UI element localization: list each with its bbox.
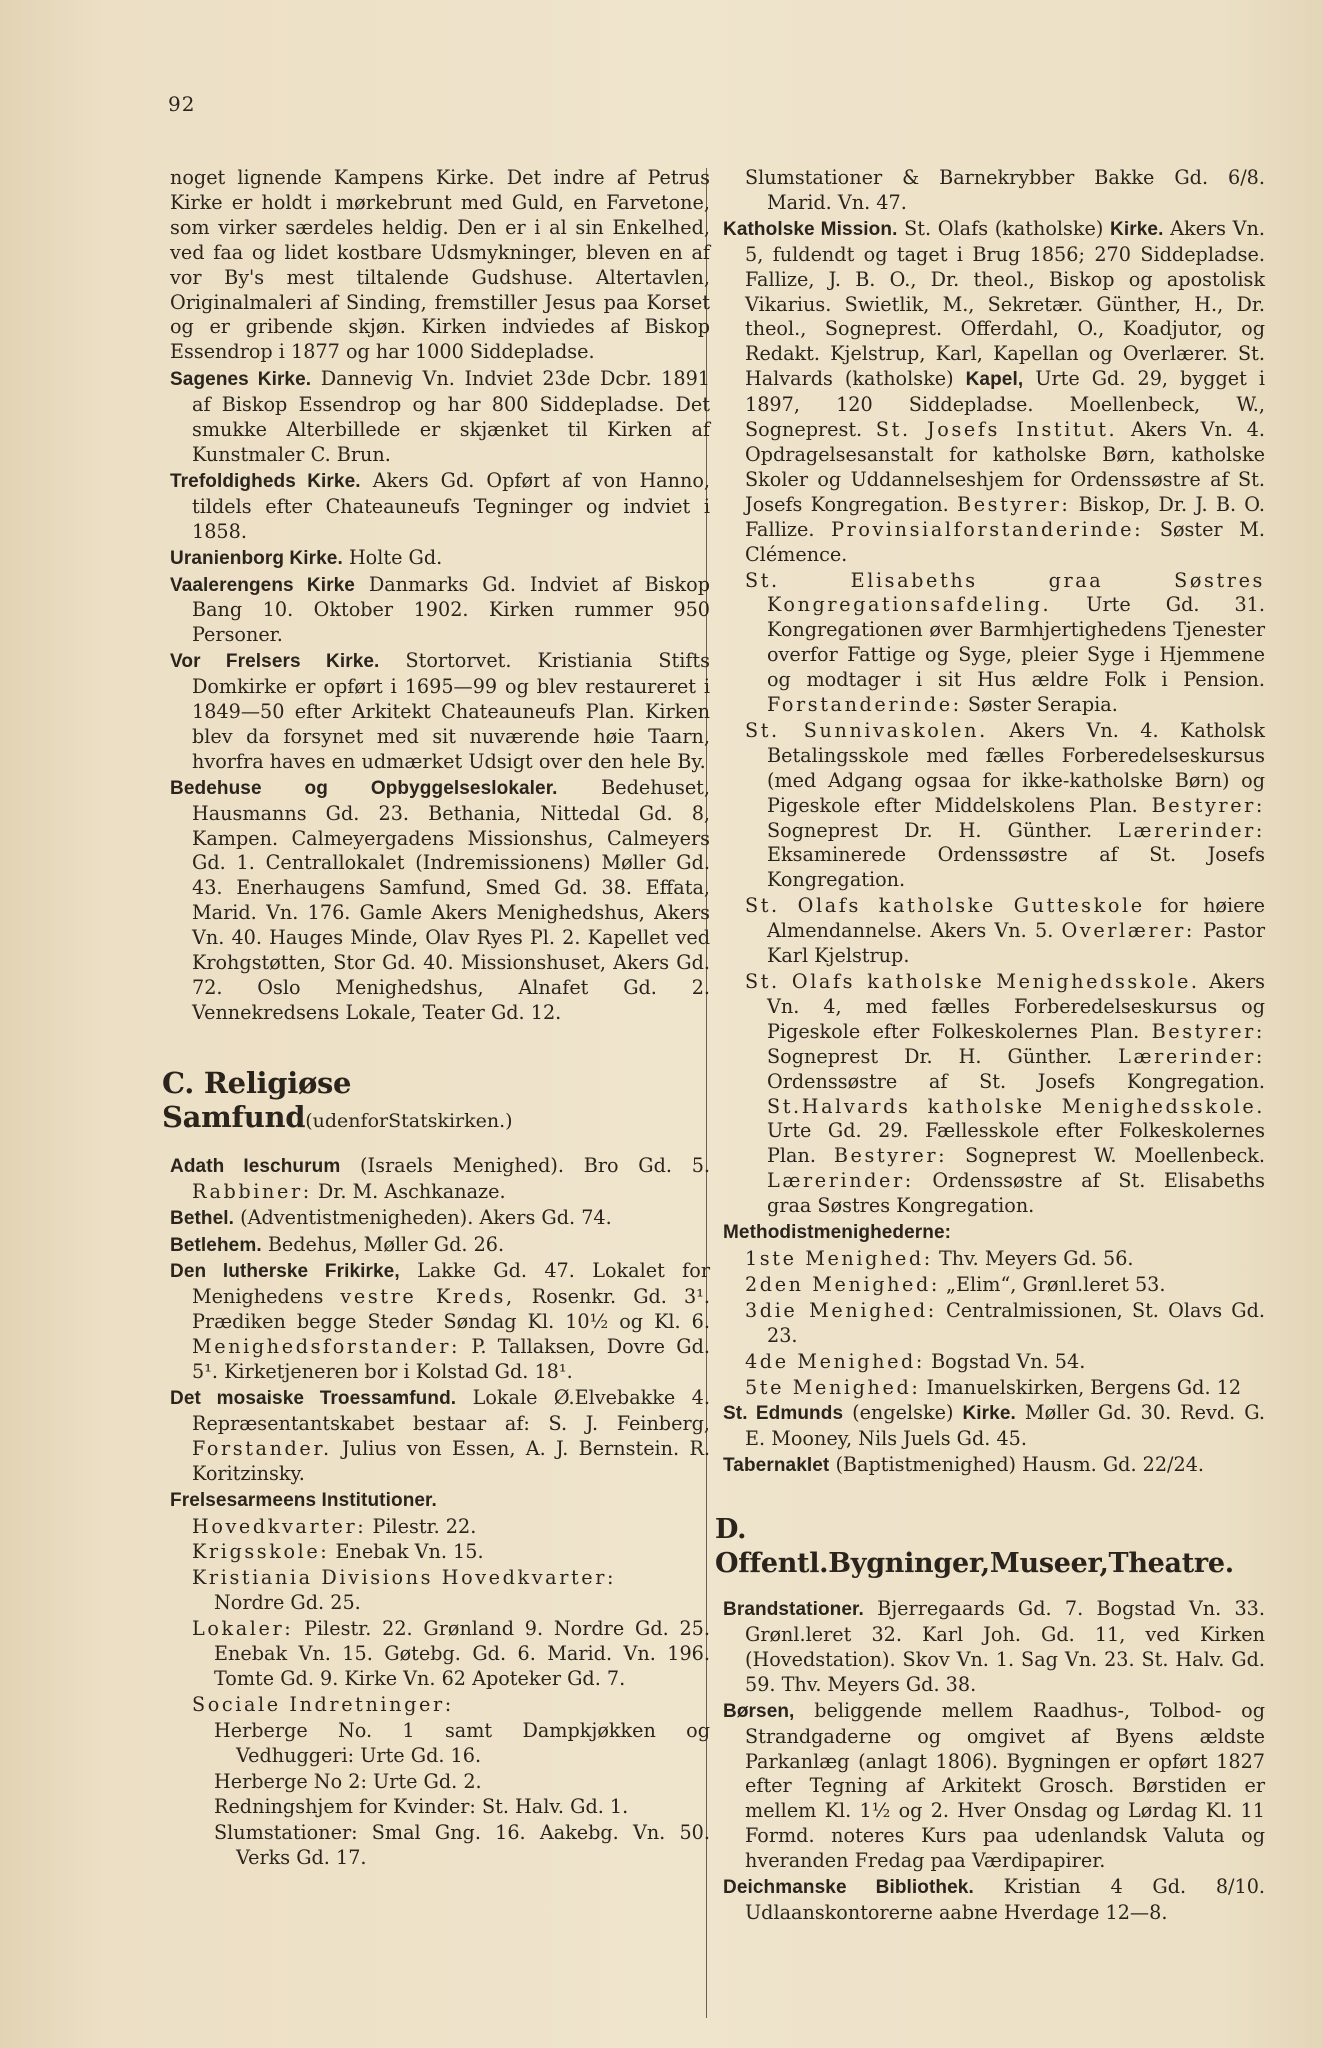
frelsesarmeen-herberge-1: Herberge No. 1 samt Dampkjøkken og Vedhuggeri: Urte Gd. 16.	[214, 1718, 710, 1767]
entry-heading: Bedehuse og Opbyggelseslokaler.	[170, 777, 558, 799]
frelsesarmeen-divisions-hovedkvarter: Kristiania Divisions Hovedkvarter: Nordre Gd. 25.	[192, 1566, 617, 1615]
entry-heading: Deichmanske Bibliothek.	[723, 1877, 974, 1899]
methodist-2: 2den Menighed: „Elim“, Grønl.leret 53.	[745, 1272, 1166, 1296]
entry-heading: Adath Ieschurum	[170, 1155, 341, 1177]
frelsesarmeen-krigsskole: Krigsskole: Enebak Vn. 15.	[192, 1540, 484, 1564]
entry-adath-ieschurum: Adath Ieschurum (Israels Menighed). Bro Gd. 5. Rabbiner: Dr. M. Aschkanaze.	[170, 1153, 710, 1203]
left-column	[162, 166, 711, 1872]
entry-vor-frelsers-kirke: Vor Frelsers Kirke. Stortorvet. Kristiania Stifts Domkirke er opført i 1695—99 og blev restaureret i 1849—50 efter Arkitekt Chateauneufs Plan. Kirken blev da forsynet med sit nuværende høie Taarn, hvorfra haves en udmærket Udsigt over den hele By.	[170, 649, 710, 773]
entry-deichmanske-bibliothek: Deichmanske Bibliothek. Kristian 4 Gd. 8/10. Udlaanskontorerne aabne Hverdage 12—8.	[723, 1875, 1266, 1924]
entry-heading: Sagenes Kirke.	[170, 369, 312, 391]
entry-heading: Bethel.	[170, 1207, 235, 1229]
entry-heading: Trefoldigheds Kirke.	[170, 470, 361, 492]
frelsesarmeen-hovedkvarter: Hovedkvarter: Pilestr. 22.	[192, 1514, 477, 1538]
entry-borsen: Børsen, beliggende mellem Raadhus-, Tolbod- og Strandgaderne og omgivet af Byens ældste Parkanlæg (anlagt 1806). Bygningen er opført 1827 efter Tegning af Arkitekt Grosch. Børstiden er mellem Kl. 1½ og 2. Hver Onsdag og Lørdag Kl. 11 Formd. noteres Kurs paa udenlandsk Valuta og hveranden Fredag paa Værdipapirer.	[723, 1698, 1265, 1873]
entry-heading: Det mosaiske Troessamfund.	[170, 1387, 457, 1409]
paragraph-continuation: noget lignende Kampens Kirke. Det indre af Petrus Kirke er holdt i mørkebrunt med Guld, en Farvetone, som virker særdeles heldig. Den er i al sin Enkelhed, ved faa og lidet kostbare Udsmykninger, bleven en af vor By's mest tiltalende Gudshuse. Altertavlen, Originalmaleri af Sinding, fremstiller Jesus paa Korset og er gribende skjøn. Kirken indviedes af Biskop Essendrop i 1877 og har 1000 Siddepladse.	[170, 166, 710, 364]
entry-heading: Katholske Mission.	[723, 218, 898, 240]
methodist-5: 5te Menighed: Imanuelskirken, Bergens Gd. 12	[745, 1375, 1242, 1399]
entry-lutherske-frikirke: Den lutherske Frikirke, Lakke Gd. 47. Lokalet for Menighedens vestre Kreds, Rosenkr. Gd. 3¹. Prædiken begge Steder Søndag Kl. 10½ og Kl. 6. Menighedsforstander: P. Tallaksen, Dovre Gd. 5¹. Kirketjeneren bor i Kolstad Gd. 18¹.	[170, 1259, 710, 1384]
entry-heading: Frelsesarmeens Institutioner.	[170, 1489, 437, 1511]
entry-heading: Vor Frelsers Kirke.	[170, 651, 380, 673]
entry-heading: Betlehem.	[170, 1234, 262, 1256]
entry-st-elisabeths: St. Elisabeths graa Søstres Kongregationsafdeling. Urte Gd. 31. Kongregationen øver Barmhjertighedens Tjenester overfor Fattige og Syge, pleier Syge i Hjemmene og modtager i sit Hus ældre Folk i Pension. Forstanderinde: Søster Serapia.	[745, 568, 1265, 717]
entry-heading: Den lutherske Frikirke,	[170, 1261, 400, 1283]
entry-sagenes-kirke: Sagenes Kirke. Dannevig Vn. Indviet 23de Dcbr. 1891 af Biskop Essendrop og har 800 Siddepladse. Det smukke Alterbillede er skjænket til Kirken af Kunstmaler C. Brun.	[170, 367, 711, 466]
entry-heading: St. Edmunds	[723, 1403, 844, 1425]
entry-st-edmunds: St. Edmunds (engelske) Kirke. Møller Gd. 30. Revd. G. E. Mooney, Nils Juels Gd. 45.	[723, 1401, 1265, 1451]
entry-trefoldigheds-kirke: Trefoldigheds Kirke. Akers Gd. Opført af von Hanno, tildels efter Chateauneufs Tegninger og indviet i 1858.	[170, 468, 710, 543]
entry-tabernaklet: Tabernaklet (Baptistmenighed) Hausm. Gd. 22/24.	[723, 1453, 1205, 1477]
frelsesarmeen-lokaler: Lokaler: Pilestr. 22. Grønland 9. Nordre Gd. 25. Enebak Vn. 15. Gøtebg. Gd. 6. Marid. Vn. 196. Tomte Gd. 9. Kirke Vn. 62 Apoteker Gd. 7.	[192, 1617, 710, 1690]
entry-vaalerengens-kirke: Vaalerengens Kirke Danmarks Gd. Indviet af Biskop Bang 10. Oktober 1902. Kirken rummer 950 Personer.	[170, 572, 710, 647]
right-column	[715, 166, 1266, 1927]
frelsesarmeen-sociale: Sociale Indretninger:	[192, 1692, 454, 1716]
entry-st-sunnivaskolen: St. Sunnivaskolen. Akers Vn. 4. Katholsk Betalingsskole med fælles Forberedelseskursus (med Adgang ogsaa for ikke-katholske Børn) og Pigeskole efter Middelskolens Plan. Bestyrer: Sogneprest Dr. H. Günther. Lærerinder: Eksaminerede Ordenssøstre af St. Josefs Kongregation.	[745, 718, 1265, 892]
entry-mosaiske-troessamfund: Det mosaiske Troessamfund. Lokale Ø.Elvebakke 4. Repræsentantskabet bestaar af: S. J. Feinberg, Forstander. Julius von Essen, A. J. Bernstein. R. Koritzinsky.	[170, 1385, 710, 1485]
entry-methodistmenighederne	[723, 1220, 1265, 1246]
entry-heading: Brandstationer.	[723, 1599, 864, 1621]
slumstationer-barnekrybber: Slumstationer & Barnekrybber Bakke Gd. 6/8. Marid. Vn. 47.	[745, 166, 1265, 214]
entry-heading: Uranienborg Kirke.	[170, 547, 343, 569]
page-number: 92	[168, 92, 196, 116]
entry-st-olafs-gutteskole: St. Olafs katholske Gutteskole for høiere Almendannelse. Akers Vn. 5. Overlærer: Pastor Karl Kjelstrup.	[745, 894, 1266, 968]
entry-heading: Methodistmenighederne:	[723, 1222, 952, 1244]
entry-katholske-mission: Katholske Mission. St. Olafs (katholske) Kirke. Akers Vn. 5, fuldendt og taget i Brug 1856; 270 Siddepladse. Fallize, J. B. O., Dr. theol., Biskop og apostolisk Vikarius. Swietlik, M., Sekretær. Günther, H., Dr. theol., Sogneprest. Offerdahl, O., Koadjutor, og Redakt. Kjelstrup, Karl, Kapellan og Overlærer. St. Halvards (katholske) Kapel, Urte Gd. 29, bygget i 1897, 120 Siddepladse. Moellenbeck, W., Sogneprest. St. Josefs Institut. Akers Vn. 4. Opdragelsesanstalt for katholske Børn, katholske Skoler og Uddannelseshjem for Ordenssøstre af St. Josefs Kongregation. Bestyrer: Biskop, Dr. J. B. O. Fallize. Provinsialforstanderinde: Søster M. Clémence.	[723, 216, 1266, 566]
entry-frelsesarmeen	[170, 1488, 710, 1514]
frelsesarmeen-slumstationer: Slumstationer: Smal Gng. 16. Aakebg. Vn. 50. Verks Gd. 17.	[214, 1821, 710, 1870]
frelsesarmeen-herberge-2: Herberge No 2: Urte Gd. 2.	[214, 1769, 482, 1793]
entry-bedehuse: Bedehuse og Opbyggelseslokaler. Bedehuset, Hausmanns Gd. 23. Bethania, Nittedal Gd. 8, Kampen. Calmeyergadens Missionshus, Calmeyers Gd. 1. Centrallokalet (Indremissionens) Møller Gd. 43. Enerhaugens Samfund, Smed Gd. 38. Effata, Marid. Vn. 176. Gamle Akers Menighedshus, Akers Vn. 40. Hauges Minde, Olav Ryes Pl. 2. Kapellet ved Krohgstøtten, Stor Gd. 40. Missionshuset, Akers Gd. 72. Oslo Menighedshus, Alnafet Gd. 2. Vennekredsens Lokale, Teater Gd. 12.	[170, 775, 710, 1024]
entry-heading: Børsen,	[723, 1700, 795, 1722]
section-title-c: C. Religiøse Samfund(udenforStatskirken.)	[162, 1065, 513, 1134]
methodist-4: 4de Menighed: Bogstad Vn. 54.	[745, 1349, 1086, 1373]
entry-heading: Vaalerengens Kirke	[170, 574, 355, 596]
frelsesarmeen-redningshjem: Redningshjem for Kvinder: St. Halv. Gd. 1.	[214, 1795, 629, 1819]
entry-brandstationer: Brandstationer. Bjerregaards Gd. 7. Bogstad Vn. 33. Grønl.leret 32. Karl Joh. Gd. 11, ved Kirken (Hovedstation). Skov Vn. 1. Sag Vn. 23. St. Halv. Gd. 59. Thv. Meyers Gd. 38.	[723, 1597, 1265, 1696]
methodist-1: 1ste Menighed: Thv. Meyers Gd. 56.	[745, 1246, 1134, 1270]
entry-st-olafs-menighedsskole: St. Olafs katholske Menighedsskole. Akers Vn. 4, med fælles Forberedelseskursus og Pigeskole efter Folkeskolernes Plan. Bestyrer: Sogneprest Dr. H. Günther. Lærerinder: Ordenssøstre af St. Josefs Kongregation. St.Halvards katholske Menighedsskole. Urte Gd. 29. Fællesskole efter Folkeskolernes Plan. Bestyrer: Sogneprest W. Moellenbeck. Lærerinder: Ordenssøstre af St. Elisabeths graa Søstres Kongregation.	[745, 970, 1265, 1218]
entry-uranienborg-kirke: Uranienborg Kirke. Holte Gd.	[170, 545, 443, 569]
entry-betlehem: Betlehem. Bedehus, Møller Gd. 26.	[170, 1232, 505, 1256]
entry-bethel: Bethel. (Adventistmenigheden). Akers Gd. 74.	[170, 1205, 612, 1229]
entry-heading: Tabernaklet	[723, 1455, 830, 1477]
section-title-d: D. Offentl.Bygninger,Museer,Theatre.	[715, 1514, 1234, 1580]
methodist-3: 3die Menighed: Centralmissionen, St. Olavs Gd. 23.	[745, 1298, 1265, 1347]
